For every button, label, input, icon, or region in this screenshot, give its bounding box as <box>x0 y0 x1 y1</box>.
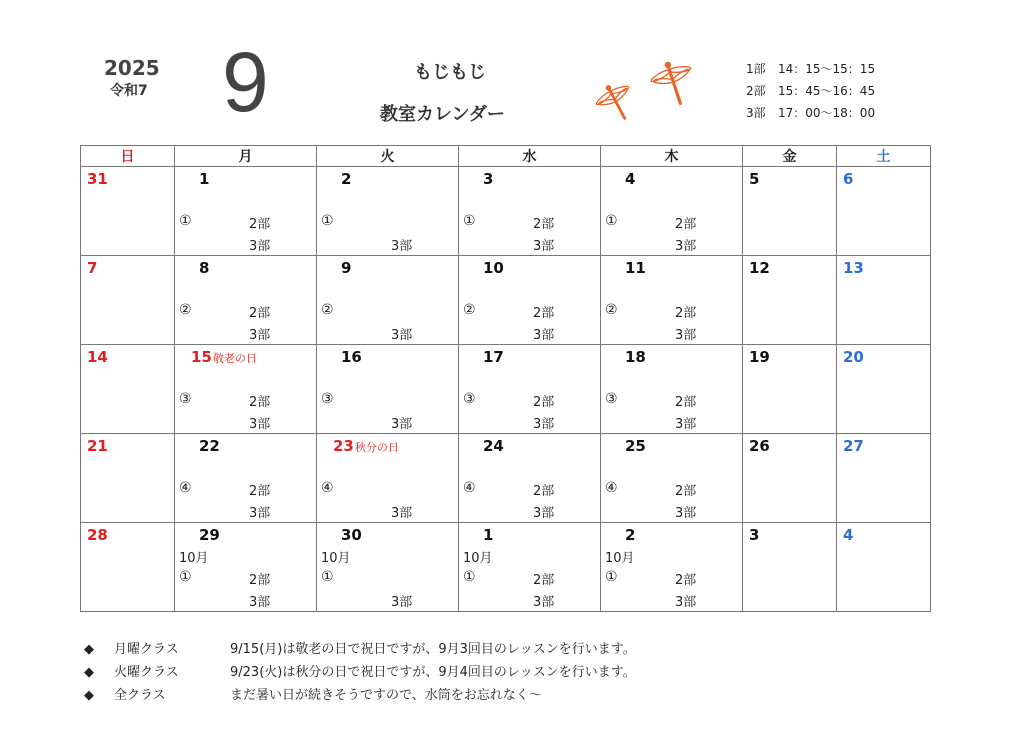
day-number <box>87 348 108 366</box>
month-label: 10月 <box>605 551 635 566</box>
week-number-mark: ① <box>179 569 192 585</box>
week-number-mark: ③ <box>179 391 192 407</box>
day-cell <box>317 434 459 523</box>
day-number <box>843 348 864 366</box>
part3-label: 3部 <box>391 595 413 610</box>
day-number <box>199 526 220 544</box>
day-cell <box>743 256 837 345</box>
day-cell <box>81 256 175 345</box>
day-number <box>625 170 635 188</box>
day-number-value: 1 <box>483 526 494 544</box>
part2-label: 2部 <box>675 395 697 410</box>
week-row <box>81 523 931 612</box>
day-number <box>483 170 493 188</box>
week-number-mark: ① <box>179 213 192 229</box>
year-label: 2025 <box>104 56 160 80</box>
day-cell <box>81 523 175 612</box>
day-number-value: 26 <box>749 437 770 455</box>
week-number-mark: ④ <box>321 480 334 496</box>
diamond-bullet: ◆ <box>84 665 94 680</box>
week-number-mark: ① <box>463 569 476 585</box>
week-number-mark: ④ <box>463 480 476 496</box>
day-number <box>341 170 351 188</box>
week-number-mark: ④ <box>605 480 618 496</box>
weekday-header: 月 <box>175 146 317 167</box>
part3-label: 3部 <box>249 239 271 254</box>
day-number <box>749 437 770 455</box>
part3-label: 3部 <box>675 328 697 343</box>
part3-label: 3部 <box>391 417 413 432</box>
day-cell <box>175 167 317 256</box>
week-number-mark: ② <box>605 302 618 318</box>
day-cell <box>317 167 459 256</box>
week-number-mark: ① <box>605 569 618 585</box>
calendar-title: 教室カレンダー <box>380 104 505 125</box>
day-number-value: 1 <box>199 170 210 188</box>
weekday-header: 日 <box>81 146 175 167</box>
day-number-value: 8 <box>199 259 210 277</box>
schedule-time: 15：45〜16：45 <box>778 84 876 98</box>
day-number-value: 4 <box>625 170 636 188</box>
part3-label: 3部 <box>391 239 413 254</box>
day-number <box>843 526 853 544</box>
day-number-value: 6 <box>843 170 854 188</box>
part2-label: 2部 <box>675 306 697 321</box>
day-number <box>87 259 97 277</box>
day-number <box>749 526 759 544</box>
day-cell <box>175 434 317 523</box>
day-cell <box>81 167 175 256</box>
day-cell <box>81 345 175 434</box>
day-number-value: 22 <box>199 437 220 455</box>
day-number <box>87 170 108 188</box>
note-text: 9/15(月)は敬老の日で祝日ですが、9月3回目のレッスンを行います。 <box>230 642 636 657</box>
day-number <box>749 348 770 366</box>
schedule-row <box>746 80 875 102</box>
day-cell <box>459 345 601 434</box>
weekday-header: 土 <box>837 146 931 167</box>
schedule-time: 17：00〜18：00 <box>778 106 876 120</box>
day-number-value: 3 <box>483 170 494 188</box>
week-number-mark: ① <box>321 569 334 585</box>
day-number-value: 21 <box>87 437 108 455</box>
day-number <box>199 259 209 277</box>
month-number: 9 <box>222 35 269 129</box>
note-text: まだ暑い日が続きそうですので、水筒をお忘れなく〜 <box>230 688 542 703</box>
weekday-header: 火 <box>317 146 459 167</box>
weekday-header: 木 <box>601 146 743 167</box>
day-cell <box>837 256 931 345</box>
part2-label: 2部 <box>249 395 271 410</box>
week-row <box>81 434 931 523</box>
schedule-row <box>746 58 875 80</box>
weekday-header: 金 <box>743 146 837 167</box>
day-number <box>483 259 504 277</box>
month-label: 10月 <box>179 551 209 566</box>
schedule-part: 1部 <box>746 62 766 76</box>
month-label: 10月 <box>463 551 493 566</box>
part3-label: 3部 <box>249 506 271 521</box>
day-number-value: 29 <box>199 526 220 544</box>
day-cell <box>837 523 931 612</box>
dragonfly-icon-large <box>647 56 701 112</box>
day-number-value: 5 <box>749 170 760 188</box>
week-row <box>81 167 931 256</box>
day-cell <box>601 256 743 345</box>
week-number-mark: ① <box>605 213 618 229</box>
part3-label: 3部 <box>533 417 555 432</box>
day-cell <box>175 256 317 345</box>
part2-label: 2部 <box>675 484 697 499</box>
week-number-mark: ③ <box>463 391 476 407</box>
part3-label: 3部 <box>249 417 271 432</box>
month-label: 10月 <box>321 551 351 566</box>
day-cell <box>81 434 175 523</box>
note-class: 全クラス <box>114 688 166 703</box>
diamond-bullet: ◆ <box>84 688 94 703</box>
day-number <box>625 259 646 277</box>
week-row <box>81 256 931 345</box>
day-number-value: 3 <box>749 526 760 544</box>
day-number-value: 31 <box>87 170 108 188</box>
part3-label: 3部 <box>675 239 697 254</box>
day-number-value: 9 <box>341 259 352 277</box>
day-number-value: 2 <box>341 170 352 188</box>
day-number-value: 23 <box>333 437 354 455</box>
day-number-value: 24 <box>483 437 504 455</box>
dragonfly-icon <box>596 56 706 128</box>
day-number <box>87 526 108 544</box>
day-number-value: 27 <box>843 437 864 455</box>
note-class: 火曜クラス <box>114 665 179 680</box>
part2-label: 2部 <box>533 573 555 588</box>
day-number-value: 10 <box>483 259 504 277</box>
day-number <box>843 170 853 188</box>
part2-label: 2部 <box>249 217 271 232</box>
part3-label: 3部 <box>533 595 555 610</box>
day-number-value: 13 <box>843 259 864 277</box>
day-number <box>749 259 770 277</box>
day-number <box>191 348 257 366</box>
day-number <box>333 437 399 455</box>
part3-label: 3部 <box>249 328 271 343</box>
day-number <box>483 348 504 366</box>
part3-label: 3部 <box>391 506 413 521</box>
day-cell <box>459 523 601 612</box>
day-number <box>483 437 504 455</box>
day-cell <box>837 345 931 434</box>
day-number-value: 17 <box>483 348 504 366</box>
day-number <box>843 437 864 455</box>
day-number <box>625 348 646 366</box>
day-number <box>625 437 646 455</box>
notes-list <box>84 638 636 707</box>
day-cell <box>175 345 317 434</box>
part3-label: 3部 <box>249 595 271 610</box>
part3-label: 3部 <box>675 506 697 521</box>
day-number-value: 15 <box>191 348 212 366</box>
day-number-value: 2 <box>625 526 636 544</box>
day-cell <box>459 167 601 256</box>
day-number-value: 7 <box>87 259 98 277</box>
day-number <box>87 437 108 455</box>
day-cell <box>837 167 931 256</box>
weekday-header: 水 <box>459 146 601 167</box>
week-number-mark: ② <box>179 302 192 318</box>
era-label: 令和7 <box>110 83 148 99</box>
day-number <box>483 526 493 544</box>
day-number <box>199 437 220 455</box>
day-cell <box>837 434 931 523</box>
calendar-grid <box>80 145 931 612</box>
day-cell <box>601 345 743 434</box>
part2-label: 2部 <box>675 573 697 588</box>
week-row <box>81 345 931 434</box>
day-cell <box>317 345 459 434</box>
day-number <box>341 259 351 277</box>
class-name: もじもじ <box>414 62 486 83</box>
schedule-part: 3部 <box>746 106 766 120</box>
day-number <box>749 170 759 188</box>
part2-label: 2部 <box>249 306 271 321</box>
day-cell <box>317 523 459 612</box>
holiday-name: 敬老の日 <box>212 352 257 365</box>
part2-label: 2部 <box>249 573 271 588</box>
day-number-value: 18 <box>625 348 646 366</box>
day-cell <box>743 434 837 523</box>
note-row <box>84 638 636 661</box>
part3-label: 3部 <box>533 239 555 254</box>
day-number <box>199 170 209 188</box>
holiday-name: 秋分の日 <box>354 441 399 454</box>
note-row <box>84 661 636 684</box>
day-cell <box>175 523 317 612</box>
schedule-row <box>746 102 875 124</box>
diamond-bullet: ◆ <box>84 642 94 657</box>
note-row <box>84 684 636 707</box>
week-number-mark: ① <box>463 213 476 229</box>
week-number-mark: ① <box>321 213 334 229</box>
dragonfly-icon-small <box>596 77 642 128</box>
day-number <box>341 348 362 366</box>
day-cell <box>459 434 601 523</box>
schedule-part: 2部 <box>746 84 766 98</box>
day-cell <box>743 167 837 256</box>
part3-label: 3部 <box>533 506 555 521</box>
week-number-mark: ② <box>463 302 476 318</box>
part3-label: 3部 <box>675 595 697 610</box>
day-number-value: 16 <box>341 348 362 366</box>
part2-label: 2部 <box>249 484 271 499</box>
part2-label: 2部 <box>675 217 697 232</box>
part3-label: 3部 <box>533 328 555 343</box>
day-number-value: 11 <box>625 259 646 277</box>
part2-label: 2部 <box>533 395 555 410</box>
part3-label: 3部 <box>391 328 413 343</box>
day-number-value: 14 <box>87 348 108 366</box>
day-cell <box>317 256 459 345</box>
day-number <box>341 526 362 544</box>
day-number-value: 19 <box>749 348 770 366</box>
day-number-value: 28 <box>87 526 108 544</box>
note-text: 9/23(火)は秋分の日で祝日ですが、9月4回目のレッスンを行います。 <box>230 665 636 680</box>
day-cell <box>459 256 601 345</box>
day-cell <box>743 345 837 434</box>
day-number-value: 4 <box>843 526 854 544</box>
day-cell <box>743 523 837 612</box>
day-cell <box>601 523 743 612</box>
week-number-mark: ② <box>321 302 334 318</box>
lesson-schedule <box>746 58 875 124</box>
day-cell <box>601 434 743 523</box>
schedule-time: 14：15〜15：15 <box>778 62 876 76</box>
note-class: 月曜クラス <box>114 642 179 657</box>
part2-label: 2部 <box>533 306 555 321</box>
day-number-value: 12 <box>749 259 770 277</box>
part3-label: 3部 <box>675 417 697 432</box>
day-number-value: 20 <box>843 348 864 366</box>
weekday-header-row <box>81 146 931 167</box>
day-number-value: 25 <box>625 437 646 455</box>
week-number-mark: ③ <box>605 391 618 407</box>
week-number-mark: ③ <box>321 391 334 407</box>
part2-label: 2部 <box>533 484 555 499</box>
day-number <box>625 526 635 544</box>
day-number-value: 30 <box>341 526 362 544</box>
week-number-mark: ④ <box>179 480 192 496</box>
part2-label: 2部 <box>533 217 555 232</box>
day-number <box>843 259 864 277</box>
day-cell <box>601 167 743 256</box>
